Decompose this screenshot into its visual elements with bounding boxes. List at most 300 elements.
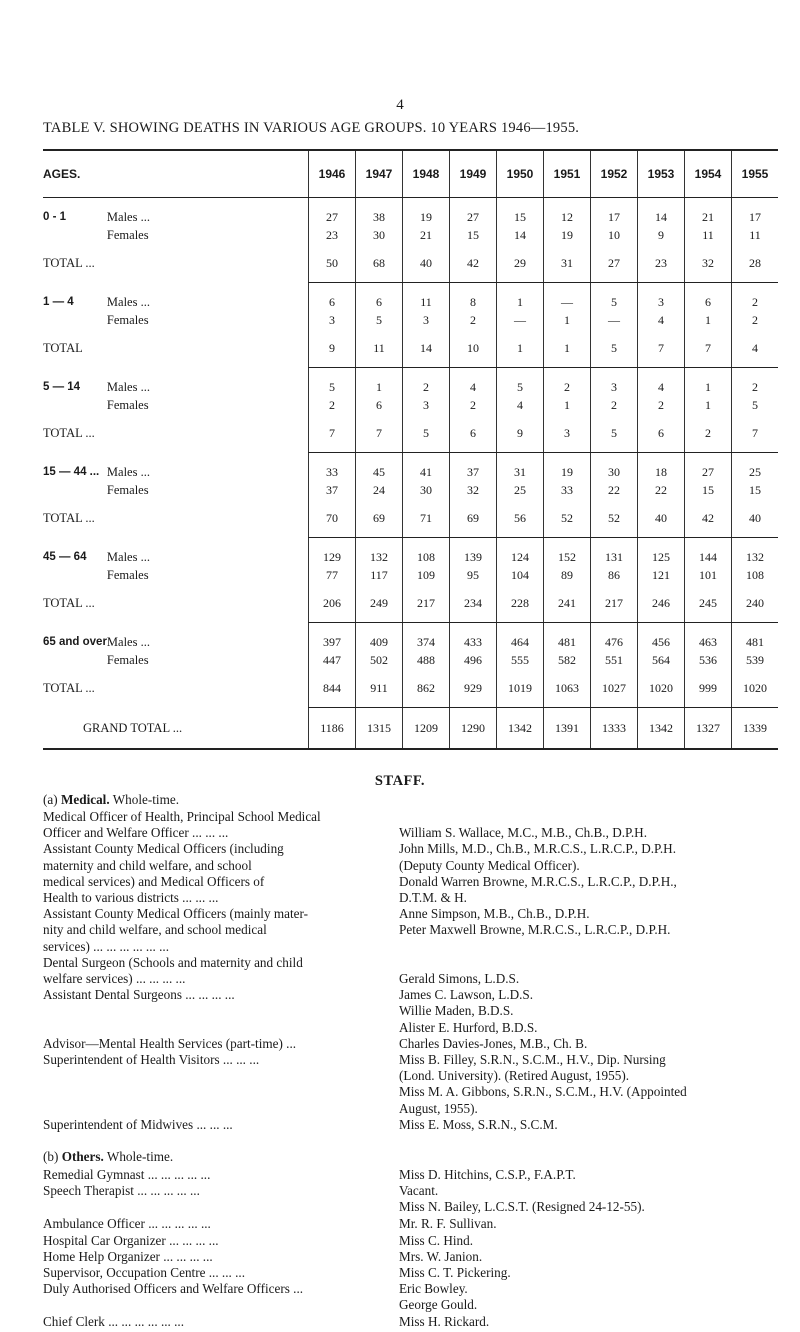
total-value: 217 (591, 584, 638, 623)
females-value: 117 (356, 566, 403, 584)
total-value: 1019 (497, 669, 544, 708)
total-value: 52 (591, 499, 638, 538)
total-value: 7 (732, 414, 779, 453)
males-value: 3 (591, 368, 638, 397)
females-value: 488 (403, 651, 450, 669)
total-value: 7 (638, 329, 685, 368)
males-value: 18 (638, 453, 685, 482)
males-value: 5 (591, 283, 638, 312)
males-value: 2 (544, 368, 591, 397)
grand-total-value: 1339 (732, 708, 779, 750)
total-value: 1063 (544, 669, 591, 708)
table-row-total (43, 669, 778, 708)
females-value: 2 (732, 311, 779, 329)
table-row-total (43, 329, 778, 368)
total-value: 844 (309, 669, 356, 708)
grand-total-value: 1186 (309, 708, 356, 750)
total-value: 9 (309, 329, 356, 368)
females-value: 24 (356, 481, 403, 499)
females-label: Females (106, 228, 149, 242)
males-value: 1 (356, 368, 403, 397)
females-label: Females (106, 398, 149, 412)
females-value: 10 (591, 226, 638, 244)
females-value: 551 (591, 651, 638, 669)
staff-name: (Deputy County Medical Officer). (399, 857, 580, 873)
males-label: Males ... (106, 379, 150, 394)
staff-name: Willie Maden, B.D.S. (399, 1003, 514, 1019)
table-row-females (43, 226, 778, 244)
total-value: 4 (732, 329, 779, 368)
total-value: 23 (638, 244, 685, 283)
males-value: 139 (450, 538, 497, 567)
total-value: 28 (732, 244, 779, 283)
males-value: 17 (591, 198, 638, 227)
males-value: 33 (309, 453, 356, 482)
males-value: 37 (450, 453, 497, 482)
age-group-label: 0 - 1 (43, 211, 67, 223)
males-label: Males ... (106, 549, 150, 564)
total-value: 32 (685, 244, 732, 283)
grand-total-value: 1342 (638, 708, 685, 750)
females-value: 496 (450, 651, 497, 669)
staff-role: Assistant Dental Surgeons ... ... ... ... (43, 987, 235, 1003)
staff-role: Assistant County Medical Officers (mainly mater- (43, 906, 309, 922)
males-value: 476 (591, 623, 638, 652)
females-value: 2 (450, 396, 497, 414)
total-value: 6 (638, 414, 685, 453)
females-value: 582 (544, 651, 591, 669)
males-value: 17 (732, 198, 779, 227)
year-header: 1952 (591, 150, 638, 198)
staff-role: Assistant County Medical Officers (including (43, 841, 284, 857)
males-label: Males ... (106, 294, 150, 309)
males-value: 27 (685, 453, 732, 482)
females-value: 2 (309, 396, 356, 414)
staff-name: Miss B. Filley, S.R.N., S.C.M., H.V., Dip. Nursing (399, 1052, 666, 1067)
total-value: 71 (403, 499, 450, 538)
staff-role: Medical Officer of Health, Principal School Medical (43, 809, 321, 824)
year-header: 1949 (450, 150, 497, 198)
staff-role: Superintendent of Health Visitors ... ... ... (43, 1052, 260, 1067)
females-label: Females (106, 568, 149, 582)
grand-total-label: GRAND TOTAL ... (83, 720, 183, 735)
total-value: 5 (591, 329, 638, 368)
males-value: 12 (544, 198, 591, 227)
females-label: Females (106, 483, 149, 497)
females-value: 33 (544, 481, 591, 499)
table-row-total (43, 414, 778, 453)
males-value: 45 (356, 453, 403, 482)
staff-name: Mrs. W. Janion. (399, 1248, 483, 1264)
year-header: 1955 (732, 150, 779, 198)
total-value: 245 (685, 584, 732, 623)
table-row-total (43, 499, 778, 538)
total-value: 1 (497, 329, 544, 368)
table-row-males (43, 283, 778, 312)
females-value: 5 (732, 396, 779, 414)
total-value: 40 (638, 499, 685, 538)
total-value: 5 (403, 414, 450, 453)
males-value: 30 (591, 453, 638, 482)
females-label: Females (106, 313, 149, 327)
total-value: 5 (591, 414, 638, 453)
females-value: 2 (638, 396, 685, 414)
table-row-males (43, 368, 778, 397)
table-row-females (43, 311, 778, 329)
table-row-males (43, 453, 778, 482)
table-title: TABLE V. SHOWING DEATHS IN VARIOUS AGE GROUPS. 10 YEARS 1946—1955. (43, 120, 580, 136)
year-header: 1951 (544, 150, 591, 198)
males-value: 6 (685, 283, 732, 312)
males-value: 11 (403, 283, 450, 312)
total-label: TOTAL ... (43, 511, 95, 526)
staff-name: August, 1955). (399, 1100, 478, 1116)
males-value: 374 (403, 623, 450, 652)
total-value: 11 (356, 329, 403, 368)
grand-total-value: 1391 (544, 708, 591, 750)
total-value: 40 (732, 499, 779, 538)
females-label: Females (106, 653, 149, 667)
males-value: 481 (732, 623, 779, 652)
females-value: 22 (638, 481, 685, 499)
total-label: TOTAL ... (43, 596, 95, 611)
total-value: 217 (403, 584, 450, 623)
males-value: 4 (638, 368, 685, 397)
staff-name: Peter Maxwell Browne, M.R.C.S., L.R.C.P., D.P.H. (399, 922, 671, 938)
females-value: 11 (685, 226, 732, 244)
males-value: 2 (732, 368, 779, 397)
staff-role: services) ... ... ... ... ... ... (43, 938, 169, 954)
total-value: 14 (403, 329, 450, 368)
females-value: 14 (497, 226, 544, 244)
staff-role: Officer and Welfare Officer ... ... ... (43, 825, 229, 841)
females-value: 23 (309, 226, 356, 244)
staff-role: Superintendent of Midwives ... ... ... (43, 1116, 233, 1132)
total-value: 7 (685, 329, 732, 368)
staff-name: William S. Wallace, M.C., M.B., Ch.B., D.P.H. (399, 825, 647, 841)
females-value: 89 (544, 566, 591, 584)
staff-name: Vacant. (399, 1183, 439, 1199)
males-value: 397 (309, 623, 356, 652)
staff-name: Donald Warren Browne, M.R.C.S., L.R.C.P., D.P.H., (399, 873, 677, 889)
total-value: 911 (356, 669, 403, 708)
total-value: 29 (497, 244, 544, 283)
total-value: 929 (450, 669, 497, 708)
year-header: 1954 (685, 150, 732, 198)
total-value: 246 (638, 584, 685, 623)
males-value: — (544, 283, 591, 312)
grand-total-value: 1290 (450, 708, 497, 750)
staff-role: nity and child welfare, and school medical (43, 922, 267, 938)
staff-role: Dental Surgeon (Schools and maternity and child (43, 954, 303, 970)
total-value: 69 (356, 499, 403, 538)
staff-role: Advisor—Mental Health Services (part-time) ... (43, 1035, 297, 1051)
males-value: 6 (356, 283, 403, 312)
table-row-females (43, 651, 778, 669)
males-value: 5 (497, 368, 544, 397)
staff-name: Miss D. Hitchins, C.S.P., F.A.P.T. (399, 1167, 576, 1182)
total-value: 7 (309, 414, 356, 453)
males-value: 31 (497, 453, 544, 482)
grand-total-value: 1315 (356, 708, 403, 750)
females-value: 15 (732, 481, 779, 499)
males-value: 125 (638, 538, 685, 567)
total-value: 10 (450, 329, 497, 368)
staff-role: Speech Therapist ... ... ... ... ... (43, 1183, 200, 1199)
females-value: 539 (732, 651, 779, 669)
total-value: 40 (403, 244, 450, 283)
staff-heading: STAFF. (374, 773, 426, 789)
males-value: 41 (403, 453, 450, 482)
staff-role: Health to various districts ... ... ... (43, 890, 219, 905)
table-row-females (43, 566, 778, 584)
females-value: 32 (450, 481, 497, 499)
grand-total-value: 1342 (497, 708, 544, 750)
staff-name: D.T.M. & H. (399, 890, 467, 905)
males-value: 19 (403, 198, 450, 227)
total-value: 862 (403, 669, 450, 708)
total-value: 68 (356, 244, 403, 283)
males-value: 132 (356, 538, 403, 567)
staff-name: Anne Simpson, M.B., Ch.B., D.P.H. (399, 906, 590, 922)
males-value: 131 (591, 538, 638, 567)
females-value: 1 (685, 396, 732, 414)
staff-role: Remedial Gymnast ... ... ... ... ... (43, 1167, 211, 1182)
staff-role: Supervisor, Occupation Centre ... ... ... (43, 1265, 246, 1280)
males-value: 5 (309, 368, 356, 397)
table-row-females (43, 481, 778, 499)
males-value: 108 (403, 538, 450, 567)
females-value: 95 (450, 566, 497, 584)
staff-name: Alister E. Hurford, B.D.S. (399, 1019, 538, 1035)
males-value: 4 (450, 368, 497, 397)
table-row-males (43, 623, 778, 652)
males-value: 3 (638, 283, 685, 312)
females-value: — (497, 311, 544, 329)
total-label: TOTAL ... (43, 256, 95, 271)
staff-role: Home Help Organizer ... ... ... ... (43, 1248, 213, 1264)
females-value: 536 (685, 651, 732, 669)
total-value: 3 (544, 414, 591, 453)
males-value: 481 (544, 623, 591, 652)
total-value: 999 (685, 669, 732, 708)
staff-role: Duly Authorised Officers and Welfare Officers ... (43, 1281, 304, 1297)
total-value: 42 (450, 244, 497, 283)
females-value: 30 (403, 481, 450, 499)
females-value: 5 (356, 311, 403, 329)
year-header: 1948 (403, 150, 450, 198)
table-body (43, 198, 778, 750)
females-value: 22 (591, 481, 638, 499)
total-label: TOTAL (43, 341, 83, 356)
total-value: 50 (309, 244, 356, 283)
total-label: TOTAL ... (43, 426, 95, 441)
staff-name: George Gould. (399, 1297, 478, 1313)
males-value: 433 (450, 623, 497, 652)
males-value: 409 (356, 623, 403, 652)
page-number: 4 (396, 97, 404, 113)
males-value: 15 (497, 198, 544, 227)
staff-name: Miss H. Rickard. (399, 1313, 490, 1329)
staff-name: Gerald Simons, L.D.S. (399, 971, 520, 986)
staff-name: James C. Lawson, L.D.S. (399, 987, 534, 1003)
males-value: 2 (732, 283, 779, 312)
total-value: 1 (544, 329, 591, 368)
females-value: 21 (403, 226, 450, 244)
total-value: 69 (450, 499, 497, 538)
table-row-grand-total (43, 708, 778, 750)
males-value: 132 (732, 538, 779, 567)
males-value: 19 (544, 453, 591, 482)
males-value: 124 (497, 538, 544, 567)
table-row-total (43, 244, 778, 283)
year-header: 1947 (356, 150, 403, 198)
staff-name: (Lond. University). (Retired August, 1955). (399, 1068, 630, 1084)
females-value: 121 (638, 566, 685, 584)
males-value: 152 (544, 538, 591, 567)
females-value: 2 (591, 396, 638, 414)
females-value: 3 (403, 396, 450, 414)
staff-name: Miss C. Hind. (399, 1232, 474, 1248)
total-value: 42 (685, 499, 732, 538)
staff-role: Chief Clerk ... ... ... ... ... ... (43, 1313, 185, 1329)
table-header-row (43, 150, 778, 198)
staff-name: John Mills, M.D., Ch.B., M.R.C.S., L.R.C.P., D.P.H. (399, 841, 677, 857)
males-value: 8 (450, 283, 497, 312)
females-value: 25 (497, 481, 544, 499)
females-value: 6 (356, 396, 403, 414)
table-row-females (43, 396, 778, 414)
females-value: 2 (450, 311, 497, 329)
total-value: 1020 (732, 669, 779, 708)
males-label: Males ... (106, 464, 150, 479)
females-value: 37 (309, 481, 356, 499)
total-value: 240 (732, 584, 779, 623)
total-value: 228 (497, 584, 544, 623)
age-group-label: 65 and over (43, 635, 107, 648)
females-value: 101 (685, 566, 732, 584)
total-value: 1027 (591, 669, 638, 708)
total-value: 31 (544, 244, 591, 283)
females-value: 555 (497, 651, 544, 669)
staff-role: maternity and child welfare, and school (43, 857, 252, 873)
grand-total-value: 1333 (591, 708, 638, 750)
grand-total-value: 1209 (403, 708, 450, 750)
females-value: 1 (685, 311, 732, 329)
females-value: 86 (591, 566, 638, 584)
males-value: 27 (309, 198, 356, 227)
females-value: 4 (638, 311, 685, 329)
year-header: 1953 (638, 150, 685, 198)
females-value: 104 (497, 566, 544, 584)
males-value: 1 (497, 283, 544, 312)
total-value: 241 (544, 584, 591, 623)
males-value: 25 (732, 453, 779, 482)
staff-role: medical services) and Medical Officers of (43, 873, 265, 889)
males-value: 27 (450, 198, 497, 227)
total-value: 2 (685, 414, 732, 453)
females-value: 502 (356, 651, 403, 669)
females-value: 447 (309, 651, 356, 669)
males-value: 144 (685, 538, 732, 567)
staff-name: Miss C. T. Pickering. (399, 1265, 511, 1280)
females-value: 9 (638, 226, 685, 244)
staff-name: Miss N. Bailey, L.C.S.T. (Resigned 24-12-55). (399, 1199, 645, 1215)
age-group-label: 15 — 44 ... (43, 465, 100, 478)
ages-header: AGES. (43, 150, 309, 198)
males-value: 1 (685, 368, 732, 397)
staff-role: Ambulance Officer ... ... ... ... ... (43, 1216, 211, 1232)
total-value: 70 (309, 499, 356, 538)
total-value: 9 (497, 414, 544, 453)
total-label: TOTAL ... (43, 681, 95, 696)
table-row-males (43, 538, 778, 567)
males-value: 463 (685, 623, 732, 652)
males-value: 129 (309, 538, 356, 567)
females-value: — (591, 311, 638, 329)
females-value: 108 (732, 566, 779, 584)
total-value: 6 (450, 414, 497, 453)
age-group-label: 45 — 64 (43, 550, 87, 563)
males-value: 38 (356, 198, 403, 227)
staff-name: Charles Davies-Jones, M.B., Ch. B. (399, 1035, 588, 1051)
staff-name: Eric Bowley. (399, 1281, 468, 1297)
females-value: 30 (356, 226, 403, 244)
grand-total-value: 1327 (685, 708, 732, 750)
staff-role: Hospital Car Organizer ... ... ... ... (43, 1232, 219, 1248)
males-value: 21 (685, 198, 732, 227)
males-label: Males ... (106, 634, 150, 649)
males-value: 6 (309, 283, 356, 312)
total-value: 206 (309, 584, 356, 623)
table-row-total (43, 584, 778, 623)
females-value: 3 (309, 311, 356, 329)
females-value: 19 (544, 226, 591, 244)
females-value: 1 (544, 311, 591, 329)
males-value: 456 (638, 623, 685, 652)
staff-name: Miss E. Moss, S.R.N., S.C.M. (399, 1116, 558, 1132)
males-value: 464 (497, 623, 544, 652)
total-value: 56 (497, 499, 544, 538)
total-value: 52 (544, 499, 591, 538)
staff-name: Miss M. A. Gibbons, S.R.N., S.C.M., H.V. (Appointed (399, 1084, 687, 1100)
staff-name: Mr. R. F. Sullivan. (399, 1216, 497, 1232)
others-heading: (b) Others. Whole-time. (43, 1149, 174, 1164)
total-value: 234 (450, 584, 497, 623)
females-value: 15 (685, 481, 732, 499)
females-value: 11 (732, 226, 779, 244)
total-value: 1020 (638, 669, 685, 708)
medical-heading: (a) Medical. Whole-time. (43, 792, 179, 807)
age-group-label: 1 — 4 (43, 295, 74, 308)
males-value: 14 (638, 198, 685, 227)
females-value: 1 (544, 396, 591, 414)
females-value: 3 (403, 311, 450, 329)
year-header: 1950 (497, 150, 544, 198)
total-value: 7 (356, 414, 403, 453)
females-value: 4 (497, 396, 544, 414)
females-value: 15 (450, 226, 497, 244)
year-header: 1946 (309, 150, 356, 198)
total-value: 27 (591, 244, 638, 283)
males-label: Males ... (106, 210, 150, 224)
table-row-males (43, 198, 778, 227)
age-group-label: 5 — 14 (43, 380, 81, 393)
males-value: 2 (403, 368, 450, 397)
staff-role: welfare services) ... ... ... ... (43, 971, 186, 986)
females-value: 564 (638, 651, 685, 669)
females-value: 109 (403, 566, 450, 584)
